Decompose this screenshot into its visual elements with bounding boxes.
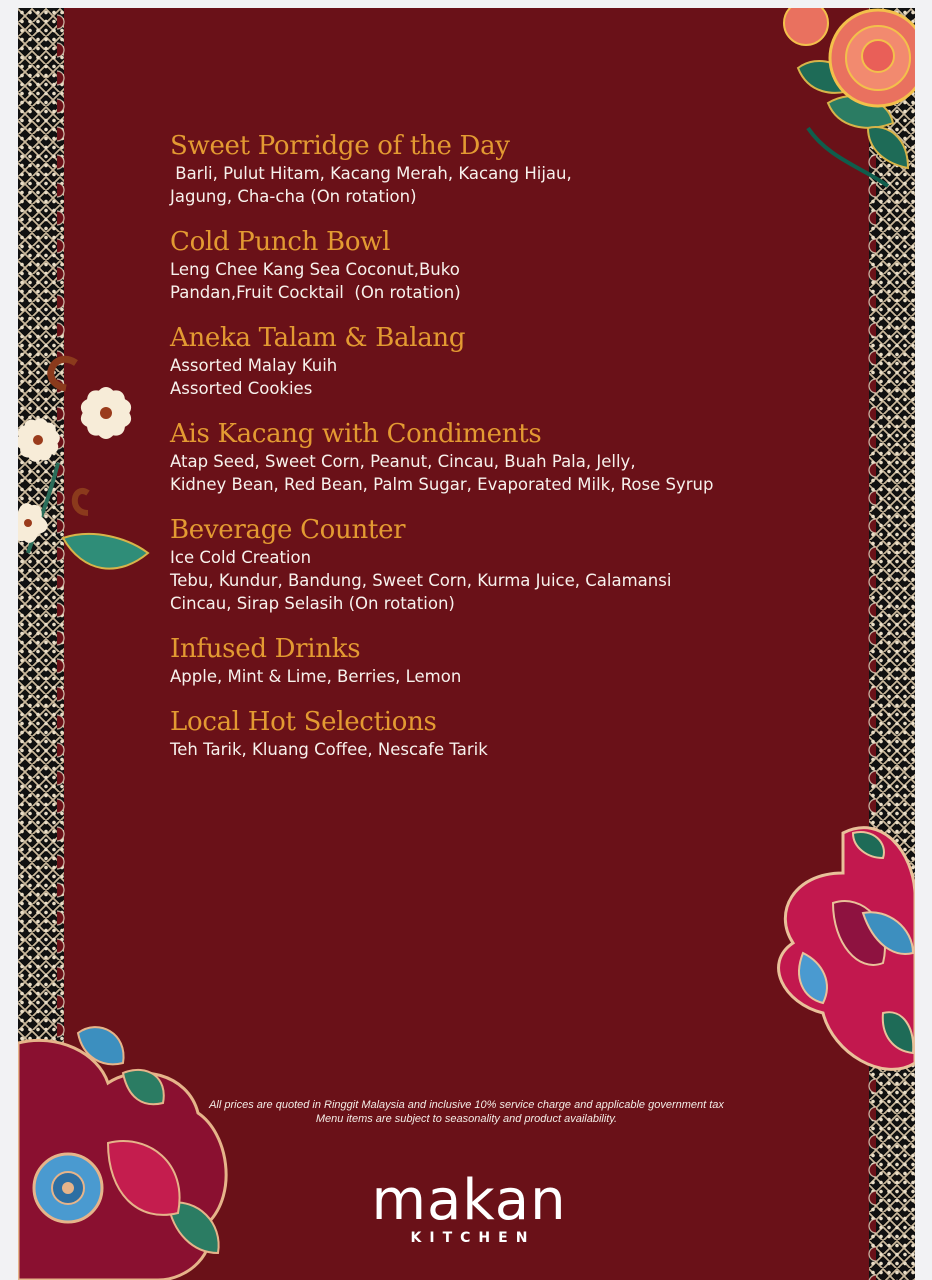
section-title: Ais Kacang with Condiments (170, 419, 542, 449)
section-title: Aneka Talam & Balang (170, 323, 466, 353)
section-item-line: Assorted Malay Kuih (170, 356, 338, 375)
menu-page (18, 8, 915, 1280)
frangipani-flower-icon (18, 343, 158, 583)
section-title: Cold Punch Bowl (170, 227, 391, 257)
price-note-line: All prices are quoted in Ringgit Malaysia and inclusive 10% service charge and applicable government tax (209, 1099, 724, 1111)
section-item-line: Barli, Pulut Hitam, Kacang Merah, Kacang Hijau, (170, 164, 572, 183)
section-title: Beverage Counter (170, 515, 406, 545)
section-title: Sweet Porridge of the Day (170, 131, 510, 161)
section-item-line: Jagung, Cha-cha (On rotation) (170, 187, 417, 206)
menu-section (170, 226, 870, 304)
menu-section (170, 130, 870, 208)
brand-subtitle: KITCHEN (410, 1230, 536, 1246)
menu-section (170, 418, 870, 496)
price-footnote (18, 1098, 915, 1126)
section-title: Local Hot Selections (170, 707, 437, 737)
menu-content (170, 130, 870, 779)
section-item-line: Tebu, Kundur, Bandung, Sweet Corn, Kurma Juice, Calamansi (170, 571, 672, 590)
section-item-line: Apple, Mint & Lime, Berries, Lemon (170, 667, 462, 686)
section-item-line: Leng Chee Kang Sea Coconut,Buko (170, 260, 460, 279)
menu-section (170, 633, 870, 688)
brand-logo (364, 1170, 574, 1246)
hibiscus-flower-icon (763, 813, 915, 1093)
section-item-line: Atap Seed, Sweet Corn, Peanut, Cincau, Buah Pala, Jelly, (170, 452, 636, 471)
brand-name: makan (371, 1168, 567, 1233)
menu-section (170, 706, 870, 761)
section-title: Infused Drinks (170, 634, 361, 664)
hibiscus-flower-icon (18, 1023, 238, 1280)
section-item-line: Assorted Cookies (170, 379, 313, 398)
menu-section (170, 514, 870, 615)
availability-note-line: Menu items are subject to seasonality and product availability. (315, 1113, 618, 1125)
menu-section (170, 322, 870, 400)
section-item-line: Teh Tarik, Kluang Coffee, Nescafe Tarik (170, 740, 488, 759)
section-item-line: Ice Cold Creation (170, 548, 312, 567)
section-item-line: Pandan,Fruit Cocktail (On rotation) (170, 283, 461, 302)
section-item-line: Kidney Bean, Red Bean, Palm Sugar, Evaporated Milk, Rose Syrup (170, 475, 714, 494)
section-item-line: Cincau, Sirap Selasih (On rotation) (170, 594, 455, 613)
